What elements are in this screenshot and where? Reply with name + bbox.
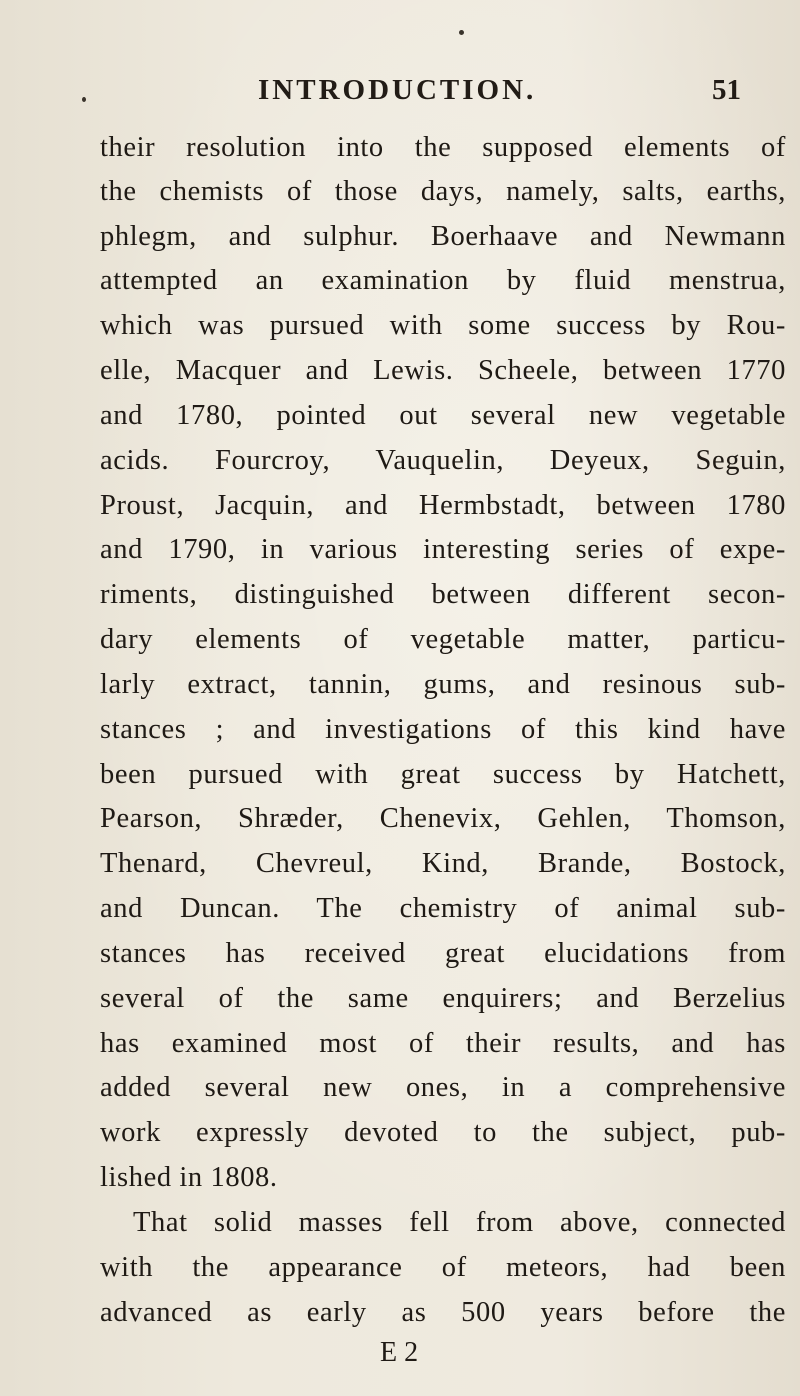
text-line: advanced as early as 500 years before the bbox=[100, 1297, 786, 1328]
text-line: riments, distinguished between different secon- bbox=[100, 579, 786, 610]
text-line: That solid masses fell from above, connected bbox=[133, 1207, 786, 1238]
page-number: 51 bbox=[712, 74, 741, 106]
page-header bbox=[0, 74, 800, 114]
running-title: INTRODUCTION. bbox=[258, 74, 537, 106]
text-line: larly extract, tannin, gums, and resinous sub- bbox=[100, 669, 786, 700]
text-line: stances has received great elucidations from bbox=[100, 938, 786, 969]
text-line: with the appearance of meteors, had been bbox=[100, 1252, 786, 1283]
text-line: attempted an examination by fluid menstrua, bbox=[100, 265, 786, 296]
text-line: several of the same enquirers; and Berzelius bbox=[100, 983, 786, 1014]
ink-speck bbox=[459, 30, 464, 35]
text-line: dary elements of vegetable matter, particu- bbox=[100, 624, 786, 655]
text-line: Pearson, Shræder, Chenevix, Gehlen, Thomson, bbox=[100, 803, 786, 834]
signature-mark: E 2 bbox=[380, 1337, 419, 1368]
text-line: and 1780, pointed out several new vegetable bbox=[100, 400, 786, 431]
text-line: added several new ones, in a comprehensive bbox=[100, 1072, 786, 1103]
text-line: Proust, Jacquin, and Hermbstadt, between 1780 bbox=[100, 490, 786, 521]
text-line: the chemists of those days, namely, salts, earths, bbox=[100, 176, 786, 207]
text-line: stances ; and investigations of this kind have bbox=[100, 714, 786, 745]
text-line: has examined most of their results, and has bbox=[100, 1028, 786, 1059]
text-line: and 1790, in various interesting series of expe- bbox=[100, 534, 786, 565]
text-line: work expressly devoted to the subject, pub- bbox=[100, 1117, 786, 1148]
text-line: phlegm, and sulphur. Boerhaave and Newmann bbox=[100, 221, 786, 252]
text-line: which was pursued with some success by Rou- bbox=[100, 310, 786, 341]
text-line: elle, Macquer and Lewis. Scheele, between 1770 bbox=[100, 355, 786, 386]
text-line: acids. Fourcroy, Vauquelin, Deyeux, Seguin, bbox=[100, 445, 786, 476]
text-line: Thenard, Chevreul, Kind, Brande, Bostock, bbox=[100, 848, 786, 879]
text-line: been pursued with great success by Hatchett, bbox=[100, 759, 786, 790]
text-line: their resolution into the supposed elements of bbox=[100, 132, 786, 163]
text-line: lished in 1808. bbox=[100, 1162, 278, 1193]
text-line: and Duncan. The chemistry of animal sub- bbox=[100, 893, 786, 924]
